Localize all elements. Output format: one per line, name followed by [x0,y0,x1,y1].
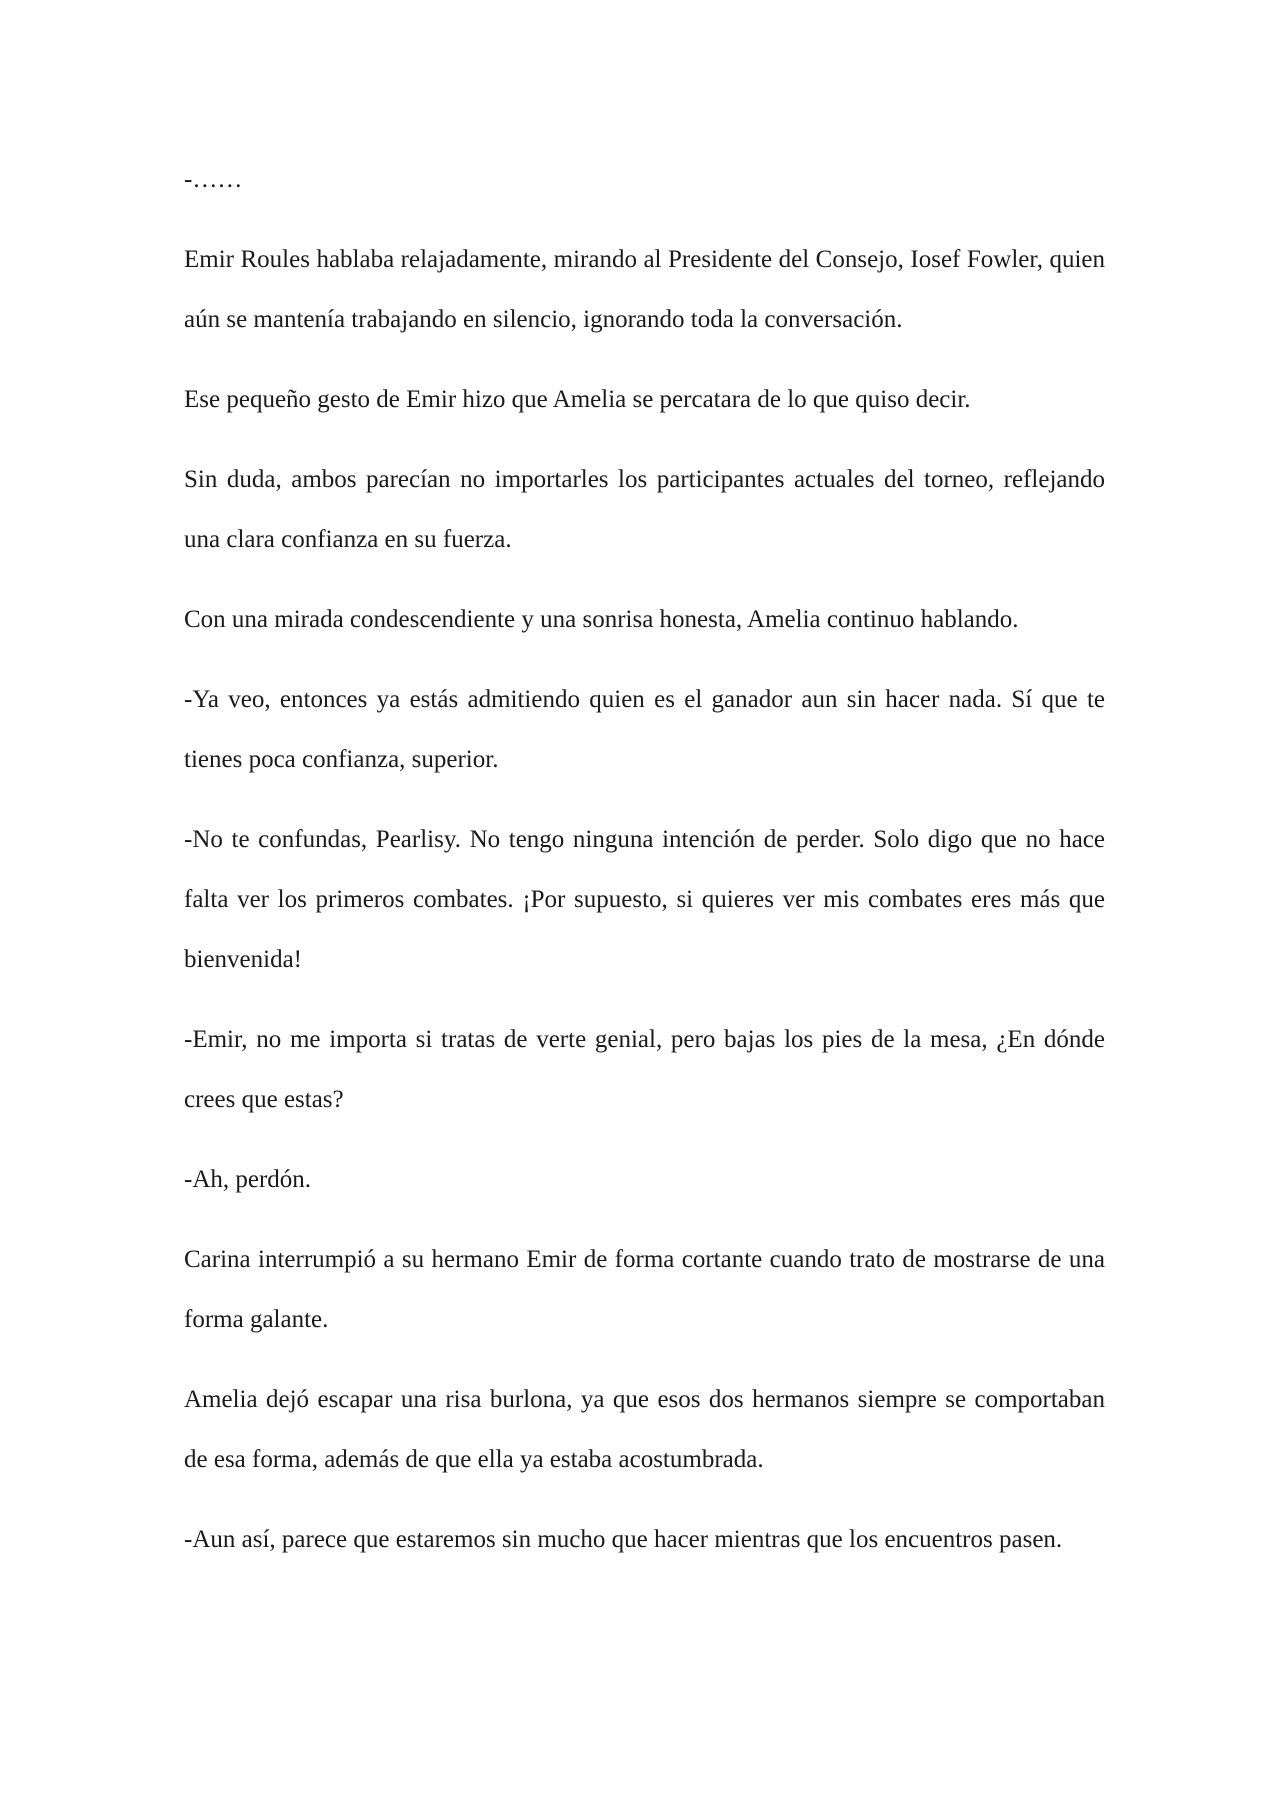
paragraph-emir-speaking: Emir Roules hablaba relajadamente, mirando al Presidente del Consejo, Iosef Fowler, quien aún se mantenía trabajando en silencio, ignorando toda la conversación. [184,246,1105,333]
paragraph-amelia-continues: Con una mirada condescendiente y una sonrisa honesta, Amelia continuo hablando. [184,606,1019,633]
dialogue-amelia-closing: -Aun así, parece que estaremos sin mucho que hacer mientras que los encuentros pasen. [184,1526,1063,1553]
paragraph-amelia-laughs: Amelia dejó escapar una risa burlona, ya que esos dos hermanos siempre se comportaban de esa forma, además de que ella ya estaba acostumbrada. [184,1386,1105,1473]
paragraph-confidence: Sin duda, ambos parecían no importarles los participantes actuales del torneo, reflejando una clara confianza en su fuerza. [184,466,1105,553]
dialogue-emir: -No te confundas, Pearlisy. No tengo ninguna intención de perder. Solo digo que no hace falta ver los primeros combates. ¡Por supuesto, si quieres ver mis combates eres más que bienvenida! [184,826,1105,973]
dialogue-carina: -Emir, no me importa si tratas de verte genial, pero bajas los pies de la mesa, ¿En dónde crees que estas? [184,1026,1105,1113]
paragraph-ellipsis: -…… [184,166,243,193]
dialogue-emir-apology: -Ah, perdón. [184,1166,312,1193]
dialogue-amelia: -Ya veo, entonces ya estás admitiendo quien es el ganador aun sin hacer nada. Sí que te tienes poca confianza, superior. [184,686,1105,773]
document-body [184,150,1105,1590]
paragraph-carina-interrupts: Carina interrumpió a su hermano Emir de forma cortante cuando trato de mostrarse de una forma galante. [184,1246,1105,1333]
paragraph-small-gesture: Ese pequeño gesto de Emir hizo que Amelia se percatara de lo que quiso decir. [184,386,971,413]
